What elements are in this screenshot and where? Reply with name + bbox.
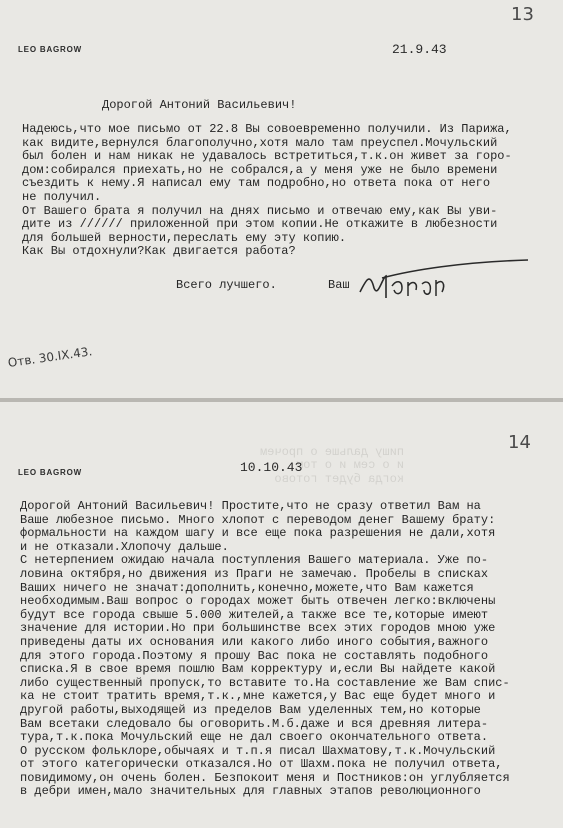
letter-body — [22, 123, 512, 259]
body-line: Надеюсь,что мое письмо от 22.8 Вы совоевременно получили. Из Парижа, — [22, 122, 512, 136]
body-line: формальности на каждом шагу и все еще пока разрешения не дали,хотя — [20, 526, 496, 541]
bleed-through-text: пишу дальше о прочем и о сем и о том когда будет готово — [260, 444, 405, 486]
body-line: значение для истории.Но при большинстве всех этих городов мною уже — [20, 621, 496, 636]
letter-page-2 — [0, 402, 563, 828]
body-line: О русском фольклоре,обычаях и т.п.я писал Шахматову,т.к.Мочульский — [20, 743, 496, 758]
body-line: и не отказали.Хлопочу дальше. — [20, 539, 229, 554]
body-line: От Вашего брата я получил на днях письмо и отвечаю ему,как Вы уви- — [22, 203, 498, 218]
signature-name: Ваш — [328, 278, 350, 292]
letterhead: LEO BAGROW — [18, 468, 82, 477]
body-line: будут все города свыше 5.000 жителей,а также все те,которые имеют — [20, 607, 489, 622]
body-line: не получил. — [22, 189, 102, 204]
letter-date: 10.10.43 — [240, 460, 303, 475]
body-line: дите из ////// приложенной при этом копии.Не откажите в любезности — [22, 217, 498, 232]
body-line: съездить к нему.Я написал ему там подробно,но ответа пока от него — [22, 176, 491, 191]
body-line: для этого города.Поэтому я прошу Вас пока не составлять подобного — [20, 648, 489, 663]
letterhead: LEO BAGROW — [18, 45, 82, 54]
body-line: повидимому,он очень болен. Безпокоит меня и Постников:он углубляется — [20, 770, 510, 785]
handwritten-reply-note: Отв. 30.IX.43. — [7, 344, 94, 370]
body-line: Ваше любезное письмо. Много хлопот с переводом денег Вашему брату: — [20, 512, 496, 527]
body-line: либо существенный пропуск,то вставите то.На составление же Вам спис- — [20, 675, 510, 690]
closing: Всего лучшего. — [176, 278, 277, 292]
letter-date: 21.9.43 — [392, 42, 447, 57]
letter-page-1 — [0, 0, 563, 398]
body-line: в дебри имен,мало значительных для главных этапов революционного — [20, 784, 481, 799]
page-number: 13 — [511, 4, 534, 25]
body-line: тура,т.к.пока Мочульский еще не дал своего окончательного ответа. — [20, 730, 489, 745]
body-line: необходимым.Ваш вопрос о городах может быть отвечен легко:включены — [20, 594, 496, 609]
body-line: ловина октября,но движения из Праги не замечаю. Пробелы в списках — [20, 566, 489, 581]
body-line: ка не стоит тратить время,т.к.,мне кажется,у Вас еще будет много и — [20, 689, 496, 704]
body-line: приведены даты их основания или какого либо иного события,важного — [20, 634, 489, 649]
body-line: другой работы,выходящей из пределов Вам уделенных тем,но которые — [20, 702, 481, 717]
body-line: дом:собирался приехать,но не собрался,а у меня уже не было времени — [22, 162, 498, 177]
body-line: Вам всетаки следовало бы оговорить.М.б.даже и вся древняя литера- — [20, 716, 489, 731]
body-line: Ваших ничего не значат:дополнить,конечно,можете,что Вам кажется — [20, 580, 474, 595]
salutation: Дорогой Антоний Васильевич! — [102, 98, 297, 112]
body-line: Как Вы отдохнули?Как двигается работа? — [22, 244, 296, 259]
body-line: от этого категорически отказался.Но от Шахм.пока не получил ответа, — [20, 757, 503, 772]
letter-body — [20, 500, 510, 799]
page-number: 14 — [508, 432, 531, 453]
body-line: был болен и нам никак не удавалось встретиться,т.к.он живет за горо- — [22, 149, 512, 164]
body-line: для большей верности,переслать ему эту копию. — [22, 230, 347, 245]
body-line: С нетерпением ожидаю начала поступления Вашего материала. Уже по- — [20, 553, 489, 568]
body-line: списка.Я в свое время пошлю Вам корректуру и,если Вы найдете какой — [20, 662, 496, 677]
body-line: как видите,вернулся благополучно,хотя мало там преуспел.Мочульский — [22, 135, 498, 150]
body-line: Дорогой Антоний Васильевич! Простите,что не сразу ответил Вам на — [20, 499, 481, 513]
handwritten-signature — [352, 258, 532, 306]
